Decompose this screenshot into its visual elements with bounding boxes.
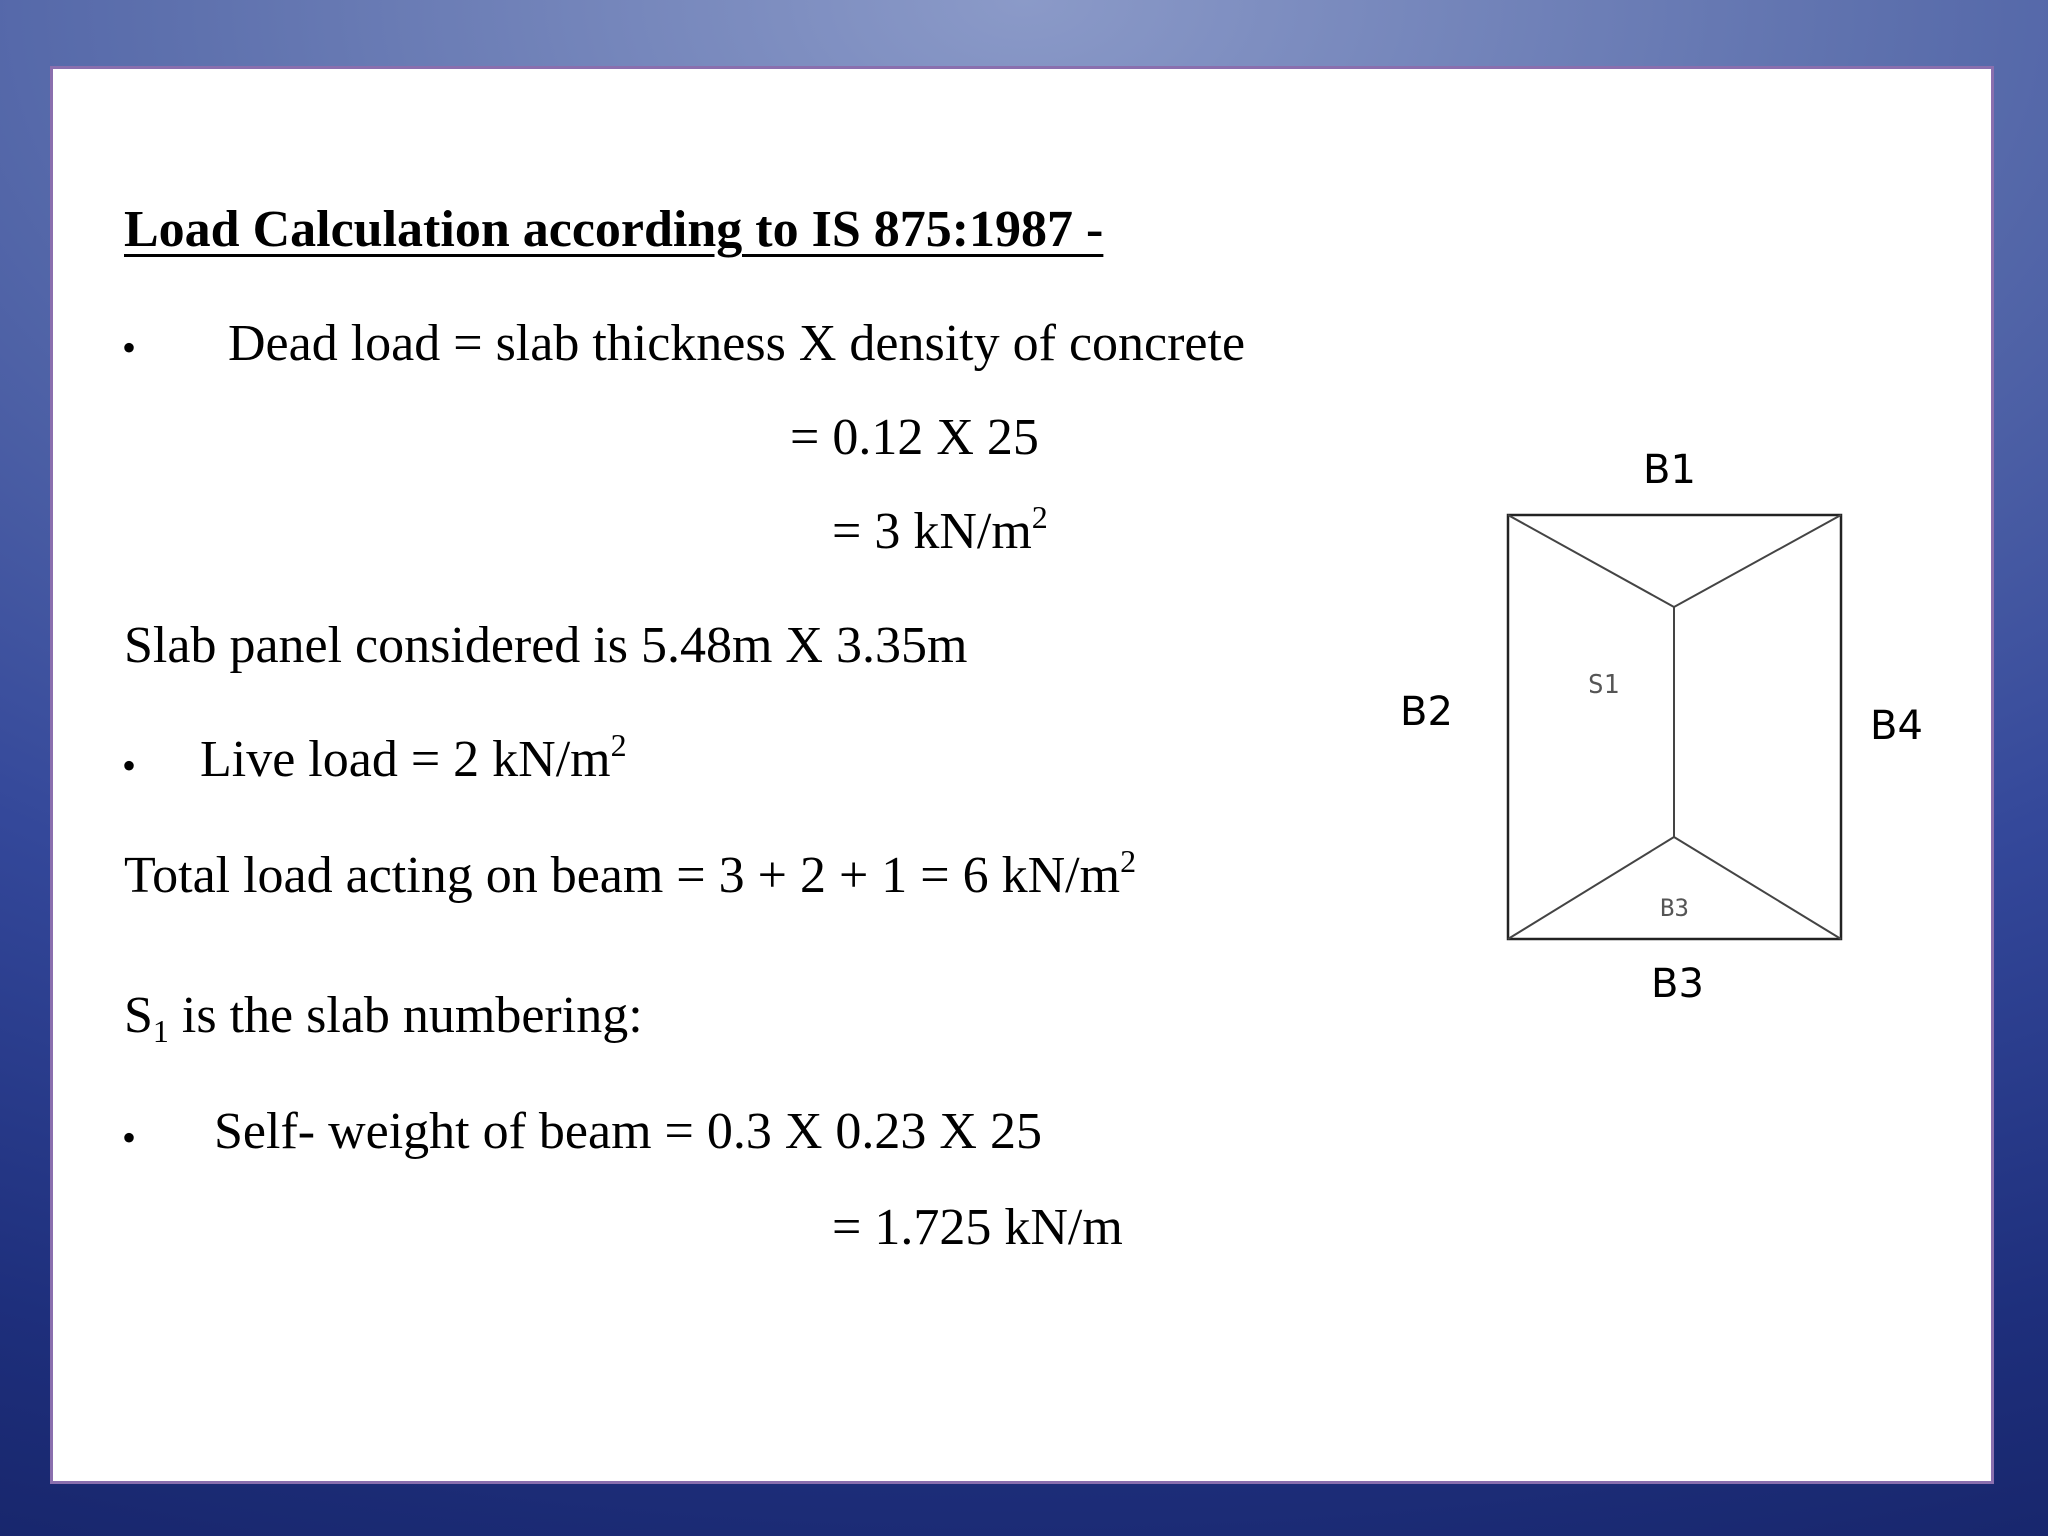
total-load-exponent: 2 — [1120, 843, 1137, 879]
bullet-self-weight: • — [122, 1115, 137, 1160]
dead-load-step-2-value: = 3 kN/m — [832, 503, 1032, 560]
self-weight-formula: Self- weight of beam = 0.3 X 0.23 X 25 — [214, 1103, 1042, 1160]
slab-numbering-rest: is the slab numbering: — [168, 987, 643, 1044]
slab-numbering-text — [124, 987, 643, 1049]
total-load-text — [124, 843, 1137, 904]
slab-label: S1 — [1588, 670, 1620, 700]
dead-load-formula: Dead load = slab thickness X density of concrete — [228, 315, 1246, 372]
beam-label-left: B2 — [1400, 689, 1453, 735]
beam-label-top: B1 — [1643, 447, 1696, 493]
yield-line-bottom-right — [1674, 837, 1841, 939]
dead-load-step-1: = 0.12 X 25 — [790, 409, 1039, 466]
slab-panel-text: Slab panel considered is 5.48m X 3.35m — [124, 617, 968, 674]
slab-numbering-prefix: S — [124, 987, 153, 1044]
yield-line-top-left — [1508, 515, 1674, 607]
self-weight-result: = 1.725 kN/m — [832, 1199, 1123, 1256]
yield-line-top-right — [1674, 515, 1841, 607]
slide-title: Load Calculation according to IS 875:1987 - — [124, 201, 1104, 258]
dead-load-step-2 — [832, 499, 1048, 560]
total-load-value: Total load acting on beam = 3 + 2 + 1 = 6 kN/m — [124, 847, 1121, 904]
dead-load-step-2-exponent: 2 — [1031, 499, 1048, 535]
beam-label-right: B4 — [1870, 703, 1923, 749]
slab-numbering-subscript: 1 — [152, 1013, 169, 1049]
yield-line-bottom-left — [1508, 837, 1674, 939]
slab-diagram — [1360, 420, 1960, 1040]
bullet-dead-load: • — [122, 325, 137, 370]
live-load-exponent: 2 — [610, 727, 627, 763]
live-load-text — [200, 727, 627, 788]
beam-label-bottom: B3 — [1651, 961, 1704, 1007]
bullet-live-load: • — [122, 743, 137, 788]
inner-beam-label: B3 — [1660, 894, 1689, 922]
live-load-value: Live load = 2 kN/m — [200, 731, 611, 788]
